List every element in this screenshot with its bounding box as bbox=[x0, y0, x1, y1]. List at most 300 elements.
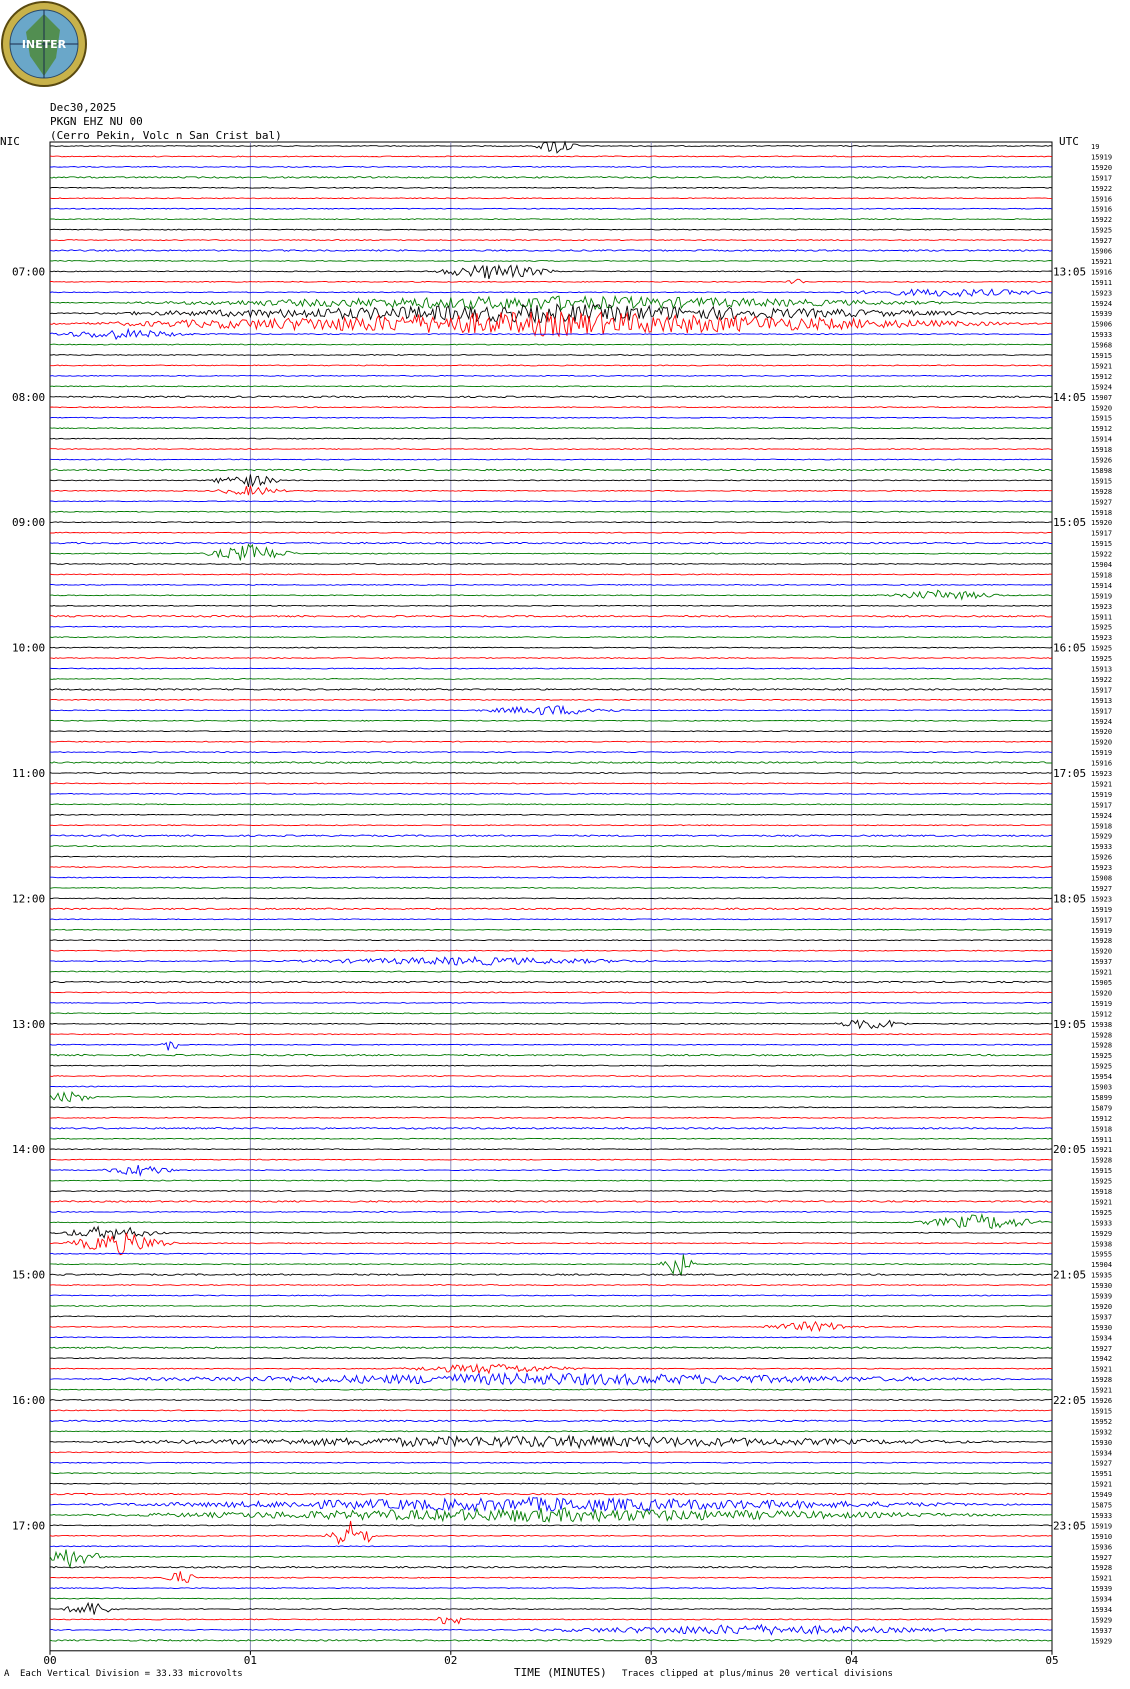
trace-value-label: 15918 bbox=[1091, 1125, 1113, 1134]
trace-value-label: 15919 bbox=[1091, 999, 1113, 1008]
trace-value-label: 15915 bbox=[1091, 414, 1113, 423]
trace-line bbox=[50, 919, 1052, 920]
trace-line bbox=[50, 605, 1052, 606]
scale-value: 33.33 microvolts bbox=[156, 1669, 243, 1679]
trace-line bbox=[50, 1420, 1052, 1421]
trace-value-label: 15927 bbox=[1091, 1459, 1113, 1468]
trace-value-label: 15928 bbox=[1091, 937, 1113, 946]
trace-value-label: 15921 bbox=[1091, 1365, 1113, 1374]
trace-line bbox=[50, 1546, 1052, 1547]
trace-value-label: 15879 bbox=[1091, 1104, 1113, 1113]
right-time-label: 19:05 bbox=[1053, 1017, 1087, 1031]
trace-value-label: 15925 bbox=[1091, 1062, 1113, 1071]
trace-line bbox=[50, 229, 1052, 230]
trace-line bbox=[50, 396, 1052, 397]
trace-line bbox=[50, 1525, 1052, 1526]
trace-value-label: 15935 bbox=[1091, 1271, 1113, 1280]
right-time-label: 16:05 bbox=[1053, 641, 1087, 655]
trace-value-label: 15917 bbox=[1091, 707, 1113, 716]
trace-line bbox=[50, 773, 1052, 774]
logo-text: INETER bbox=[21, 38, 67, 51]
trace-line bbox=[50, 355, 1052, 356]
trace-line bbox=[50, 1212, 1052, 1213]
trace-line bbox=[50, 296, 1052, 310]
trace-value-label: 15915 bbox=[1091, 540, 1113, 549]
trace-value-label: 15920 bbox=[1091, 519, 1113, 528]
trace-value-label: 15928 bbox=[1091, 1031, 1113, 1040]
trace-value-label: 15934 bbox=[1091, 1595, 1113, 1604]
trace-line bbox=[50, 522, 1052, 523]
trace-value-label: 15928 bbox=[1091, 1156, 1113, 1165]
trace-value-label: 15927 bbox=[1091, 1553, 1113, 1562]
trace-value-label: 15912 bbox=[1091, 1114, 1113, 1123]
trace-line bbox=[50, 957, 1052, 965]
trace-line bbox=[50, 1603, 1052, 1614]
trace-value-label: 15911 bbox=[1091, 1135, 1113, 1144]
right-time-label: 18:05 bbox=[1053, 892, 1087, 906]
right-time-label: 15:05 bbox=[1053, 516, 1087, 530]
trace-value-label: 15925 bbox=[1091, 1208, 1113, 1217]
trace-line bbox=[50, 1473, 1052, 1474]
trace-value-label: 15921 bbox=[1091, 968, 1113, 977]
trace-value-label: 15912 bbox=[1091, 1010, 1113, 1019]
left-time-label: 16:00 bbox=[12, 1394, 46, 1407]
right-time-label: 14:05 bbox=[1053, 390, 1087, 404]
trace-line bbox=[50, 376, 1052, 377]
trace-value-label: 15908 bbox=[1091, 874, 1113, 883]
trace-line bbox=[50, 1020, 1052, 1028]
left-time-label: 07:00 bbox=[12, 265, 46, 279]
trace-line bbox=[50, 1117, 1052, 1118]
plot-frame bbox=[50, 142, 1052, 1651]
trace-value-label: 15929 bbox=[1091, 1637, 1113, 1646]
trace-value-label: 15930 bbox=[1091, 1282, 1113, 1291]
trace-value-label: 15939 bbox=[1091, 1292, 1113, 1301]
trace-line bbox=[50, 417, 1052, 418]
trace-line bbox=[50, 1550, 1052, 1568]
trace-value-label: 15921 bbox=[1091, 1386, 1113, 1395]
trace-line bbox=[50, 783, 1052, 784]
trace-value-label: 15913 bbox=[1091, 665, 1113, 674]
trace-line bbox=[50, 1065, 1052, 1066]
trace-value-label: 15933 bbox=[1091, 1511, 1113, 1520]
trace-line bbox=[50, 1598, 1052, 1599]
trace-line bbox=[50, 1640, 1052, 1642]
trace-value-label: 15920 bbox=[1091, 404, 1113, 413]
plot-date: Dec30,2025 bbox=[50, 101, 117, 114]
trace-value-label: 15911 bbox=[1091, 278, 1113, 287]
trace-line bbox=[50, 407, 1052, 408]
trace-line bbox=[50, 668, 1052, 669]
trace-value-label: 15906 bbox=[1091, 247, 1113, 256]
trace-line bbox=[50, 706, 1052, 715]
trace-value-label: 15934 bbox=[1091, 1606, 1113, 1614]
trace-value-label: 15926 bbox=[1091, 853, 1113, 862]
trace-value-label: 15919 bbox=[1091, 592, 1113, 601]
trace-line bbox=[50, 167, 1052, 168]
trace-value-label: 15924 bbox=[1091, 811, 1113, 820]
trace-line bbox=[50, 637, 1052, 638]
trace-line bbox=[50, 679, 1052, 680]
trace-line bbox=[50, 574, 1052, 575]
trace-value-label: 15918 bbox=[1091, 822, 1113, 831]
trace-value-label: 15912 bbox=[1091, 425, 1113, 434]
trace-value-label: 15923 bbox=[1091, 289, 1113, 298]
trace-value-label: 15920 bbox=[1091, 738, 1113, 747]
x-tick-label: 03 bbox=[644, 1653, 658, 1667]
trace-line bbox=[50, 1306, 1052, 1307]
trace-line bbox=[50, 616, 1052, 618]
trace-value-label: 15930 bbox=[1091, 1438, 1113, 1447]
right-time-label: 21:05 bbox=[1053, 1268, 1087, 1282]
right-time-label: 13:05 bbox=[1053, 265, 1087, 279]
trace-line bbox=[50, 1588, 1052, 1589]
trace-line bbox=[50, 689, 1052, 690]
trace-value-label: 15937 bbox=[1091, 1626, 1113, 1635]
x-tick-label: 04 bbox=[844, 1653, 859, 1667]
trace-line bbox=[50, 1233, 1052, 1255]
trace-value-label: 15921 bbox=[1091, 362, 1113, 371]
clip-note: Traces clipped at plus/minus 20 vertical divisions bbox=[622, 1669, 893, 1679]
x-tick-label: 05 bbox=[1045, 1653, 1059, 1667]
x-tick-label: 01 bbox=[243, 1653, 258, 1667]
trace-value-label: 15925 bbox=[1091, 226, 1113, 235]
trace-value-label: 15932 bbox=[1091, 1428, 1113, 1437]
trace-line bbox=[50, 428, 1052, 429]
trace-value-label: 15949 bbox=[1091, 1491, 1113, 1500]
trace-line bbox=[50, 1493, 1052, 1495]
trace-line bbox=[50, 1295, 1052, 1296]
right-time-label: 23:05 bbox=[1053, 1519, 1087, 1533]
trace-line bbox=[50, 486, 1052, 495]
trace-line bbox=[50, 240, 1052, 241]
trace-value-label: 15913 bbox=[1091, 696, 1113, 705]
trace-value-label: 15920 bbox=[1091, 947, 1113, 956]
trace-line bbox=[50, 1013, 1052, 1014]
trace-line bbox=[50, 877, 1052, 878]
trace-line bbox=[50, 329, 1052, 339]
trace-value-label: 15919 bbox=[1091, 926, 1113, 935]
trace-value-label: 15904 bbox=[1091, 1261, 1113, 1270]
trace-line bbox=[50, 804, 1052, 805]
trace-line bbox=[50, 590, 1052, 599]
right-axis-label: UTC bbox=[1059, 135, 1079, 148]
trace-line bbox=[50, 469, 1052, 471]
trace-value-label: 15955 bbox=[1091, 1250, 1113, 1259]
trace-value-label: 15923 bbox=[1091, 895, 1113, 904]
trace-value-label: 15938 bbox=[1091, 1020, 1113, 1029]
trace-value-label: 15927 bbox=[1091, 1344, 1113, 1353]
trace-line bbox=[50, 971, 1052, 972]
trace-value-label: 15939 bbox=[1091, 1585, 1113, 1594]
trace-line bbox=[50, 449, 1052, 450]
trace-line bbox=[50, 177, 1052, 179]
left-time-label: 10:00 bbox=[12, 641, 46, 655]
trace-line bbox=[50, 1567, 1052, 1568]
trace-line bbox=[50, 187, 1052, 188]
trace-line bbox=[50, 1042, 1052, 1051]
left-time-label: 09:00 bbox=[12, 516, 46, 530]
trace-value-label: 15922 bbox=[1091, 216, 1113, 225]
trace-line bbox=[50, 156, 1052, 157]
trace-line bbox=[50, 762, 1052, 764]
trace-value-label: 15911 bbox=[1091, 613, 1113, 622]
trace-line bbox=[50, 741, 1052, 742]
trace-line bbox=[50, 1086, 1052, 1087]
trace-value-label: 15912 bbox=[1091, 372, 1113, 381]
trace-line bbox=[50, 279, 1052, 283]
trace-value-label: 15921 bbox=[1091, 780, 1113, 789]
trace-value-label: 15942 bbox=[1091, 1355, 1113, 1364]
trace-line bbox=[50, 545, 1052, 561]
trace-value-label: 15924 bbox=[1091, 299, 1113, 308]
trace-line bbox=[50, 250, 1052, 251]
trace-value-label: 15933 bbox=[1091, 331, 1113, 340]
trace-value-label: 15917 bbox=[1091, 801, 1113, 810]
trace-value-label: 15875 bbox=[1091, 1501, 1113, 1510]
trace-line bbox=[50, 929, 1052, 930]
left-time-label: 17:00 bbox=[12, 1519, 46, 1533]
trace-line bbox=[50, 835, 1052, 836]
trace-line bbox=[50, 1483, 1052, 1484]
left-time-label: 13:00 bbox=[12, 1017, 46, 1031]
trace-line bbox=[50, 1347, 1052, 1349]
trace-line bbox=[50, 1364, 1052, 1373]
trace-value-label: 15927 bbox=[1091, 237, 1113, 246]
trace-line bbox=[50, 1076, 1052, 1077]
trace-value-label: 15925 bbox=[1091, 623, 1113, 632]
trace-value-label: 15899 bbox=[1091, 1093, 1113, 1102]
trace-value-label: 19 bbox=[1091, 143, 1100, 151]
trace-line bbox=[50, 1215, 1052, 1229]
trace-line bbox=[50, 142, 1052, 153]
trace-line bbox=[50, 1253, 1052, 1254]
trace-value-label: 15922 bbox=[1091, 550, 1113, 559]
trace-line bbox=[50, 585, 1052, 586]
trace-line bbox=[50, 794, 1052, 795]
trace-line bbox=[50, 731, 1052, 732]
trace-line bbox=[50, 474, 1052, 487]
trace-value-label: 15921 bbox=[1091, 1574, 1113, 1583]
trace-value-label: 15906 bbox=[1091, 320, 1113, 329]
trace-value-label: 15910 bbox=[1091, 1532, 1113, 1541]
trace-line bbox=[50, 542, 1052, 543]
trace-value-label: 15903 bbox=[1091, 1083, 1113, 1092]
trace-line bbox=[50, 814, 1052, 815]
left-time-label: 14:00 bbox=[12, 1143, 46, 1157]
trace-line bbox=[50, 908, 1052, 910]
trace-value-label: 15919 bbox=[1091, 905, 1113, 914]
trace-value-label: 15921 bbox=[1091, 1146, 1113, 1155]
trace-value-label: 15925 bbox=[1091, 1052, 1113, 1061]
trace-value-label: 15928 bbox=[1091, 1564, 1113, 1573]
trace-value-label: 15915 bbox=[1091, 1407, 1113, 1416]
trace-value-label: 15930 bbox=[1091, 1323, 1113, 1332]
trace-line bbox=[50, 344, 1052, 345]
station-location: (Cerro Pekin, Volc n San Crist bal) bbox=[50, 129, 282, 142]
trace-value-label: 15929 bbox=[1091, 1229, 1113, 1238]
trace-value-label: 15921 bbox=[1091, 1480, 1113, 1489]
trace-line bbox=[50, 1092, 1052, 1102]
trace-value-label: 15921 bbox=[1091, 1198, 1113, 1207]
trace-line bbox=[50, 208, 1052, 209]
trace-line bbox=[50, 1227, 1052, 1240]
trace-value-label: 15923 bbox=[1091, 602, 1113, 611]
trace-value-label: 15898 bbox=[1091, 466, 1113, 475]
trace-value-label: 15920 bbox=[1091, 1302, 1113, 1311]
trace-line bbox=[50, 386, 1052, 387]
trace-line bbox=[50, 752, 1052, 753]
trace-value-label: 15933 bbox=[1091, 1219, 1113, 1228]
trace-value-label: 15934 bbox=[1091, 1334, 1113, 1343]
trace-value-label: 15922 bbox=[1091, 675, 1113, 684]
trace-value-label: 15916 bbox=[1091, 195, 1113, 204]
trace-line bbox=[50, 1316, 1052, 1317]
trace-value-label: 15937 bbox=[1091, 1313, 1113, 1322]
trace-line bbox=[50, 365, 1052, 366]
trace-value-label: 15917 bbox=[1091, 916, 1113, 925]
trace-line bbox=[50, 1034, 1052, 1035]
trace-value-label: 15951 bbox=[1091, 1470, 1113, 1479]
trace-value-label: 15916 bbox=[1091, 268, 1113, 277]
trace-line bbox=[50, 1285, 1052, 1286]
trace-value-label: 15968 bbox=[1091, 341, 1113, 350]
trace-line bbox=[50, 1462, 1052, 1463]
trace-value-label: 15914 bbox=[1091, 435, 1113, 444]
trace-line bbox=[50, 198, 1052, 199]
trace-line bbox=[50, 940, 1052, 941]
trace-value-label: 15920 bbox=[1091, 163, 1113, 172]
left-time-label: 15:00 bbox=[12, 1268, 46, 1282]
trace-value-label: 15918 bbox=[1091, 508, 1113, 517]
trace-value-label: 15914 bbox=[1091, 581, 1113, 590]
trace-line bbox=[50, 1255, 1052, 1276]
trace-line bbox=[50, 1107, 1052, 1108]
trace-value-label: 15928 bbox=[1091, 1376, 1113, 1385]
trace-value-label: 15915 bbox=[1091, 1167, 1113, 1176]
trace-value-label: 15918 bbox=[1091, 571, 1113, 580]
trace-line bbox=[50, 1191, 1052, 1192]
trace-line bbox=[50, 1128, 1052, 1129]
trace-value-label: 15937 bbox=[1091, 958, 1113, 967]
trace-value-label: 15925 bbox=[1091, 644, 1113, 653]
trace-line bbox=[50, 1431, 1052, 1432]
trace-value-label: 15919 bbox=[1091, 1522, 1113, 1531]
trace-line bbox=[50, 1373, 1052, 1385]
trace-line bbox=[50, 1521, 1052, 1544]
left-axis-label: NIC bbox=[0, 135, 20, 148]
trace-value-label: 15919 bbox=[1091, 153, 1113, 162]
trace-value-label: 15925 bbox=[1091, 655, 1113, 664]
trace-line bbox=[50, 950, 1052, 951]
trace-line bbox=[50, 261, 1052, 262]
trace-line bbox=[50, 1498, 1052, 1512]
trace-value-label: 15907 bbox=[1091, 393, 1113, 402]
trace-value-label: 15952 bbox=[1091, 1417, 1113, 1426]
x-tick-label: 02 bbox=[444, 1653, 458, 1667]
station-code: PKGN EHZ NU 00 bbox=[50, 115, 143, 128]
trace-line bbox=[50, 1452, 1052, 1453]
trace-value-label: 15919 bbox=[1091, 749, 1113, 758]
left-time-label: 11:00 bbox=[12, 767, 46, 780]
trace-value-label: 15927 bbox=[1091, 498, 1113, 507]
trace-value-label: 15936 bbox=[1091, 1543, 1113, 1552]
trace-line bbox=[50, 647, 1052, 648]
trace-line bbox=[50, 501, 1052, 502]
trace-value-label: 15934 bbox=[1091, 1449, 1113, 1458]
trace-value-label: 15925 bbox=[1091, 1177, 1113, 1186]
right-time-label: 22:05 bbox=[1053, 1394, 1087, 1407]
trace-line bbox=[50, 1337, 1052, 1338]
trace-value-label: 15918 bbox=[1091, 446, 1113, 455]
trace-line bbox=[50, 626, 1052, 627]
trace-value-label: 15916 bbox=[1091, 205, 1113, 214]
trace-line bbox=[50, 720, 1052, 721]
trace-line bbox=[50, 289, 1052, 296]
trace-value-label: 15920 bbox=[1091, 989, 1113, 998]
trace-line bbox=[50, 1617, 1052, 1624]
trace-value-label: 15923 bbox=[1091, 634, 1113, 643]
scale-label: Each Vertical Division = bbox=[20, 1669, 151, 1679]
x-axis-title: TIME (MINUTES) bbox=[514, 1666, 607, 1679]
trace-line bbox=[50, 898, 1052, 899]
trace-line bbox=[50, 1274, 1052, 1275]
trace-line bbox=[50, 1400, 1052, 1401]
trace-value-label: 15927 bbox=[1091, 884, 1113, 893]
trace-line bbox=[50, 1003, 1052, 1004]
trace-value-label: 15939 bbox=[1091, 310, 1113, 319]
trace-line bbox=[50, 1149, 1052, 1150]
trace-value-label: 15923 bbox=[1091, 770, 1113, 778]
trace-value-label: 15926 bbox=[1091, 1397, 1113, 1405]
trace-line bbox=[50, 1389, 1052, 1390]
trace-line bbox=[50, 1201, 1052, 1203]
trace-value-label: 15924 bbox=[1091, 717, 1113, 726]
trace-value-label: 15920 bbox=[1091, 728, 1113, 737]
trace-value-label: 15929 bbox=[1091, 832, 1113, 841]
trace-value-label: 15918 bbox=[1091, 1188, 1113, 1196]
trace-line bbox=[50, 511, 1052, 512]
trace-line bbox=[50, 1138, 1052, 1139]
trace-line bbox=[50, 1180, 1052, 1181]
trace-line bbox=[50, 1165, 1052, 1175]
trace-line bbox=[50, 1358, 1052, 1359]
trace-line bbox=[50, 266, 1052, 279]
trace-value-label: 15917 bbox=[1091, 174, 1113, 183]
trace-line bbox=[50, 1625, 1052, 1635]
trace-line bbox=[50, 532, 1052, 533]
trace-line bbox=[50, 1410, 1052, 1411]
trace-line bbox=[50, 699, 1052, 700]
trace-value-label: 15917 bbox=[1091, 529, 1113, 538]
trace-line bbox=[50, 1054, 1052, 1056]
trace-value-label: 15923 bbox=[1091, 864, 1113, 873]
trace-value-label: 15915 bbox=[1091, 477, 1113, 486]
left-time-label: 12:00 bbox=[12, 892, 46, 906]
trace-line bbox=[50, 867, 1052, 868]
trace-line bbox=[50, 846, 1052, 847]
trace-line bbox=[50, 992, 1052, 993]
trace-value-label: 15921 bbox=[1091, 257, 1113, 266]
right-time-label: 20:05 bbox=[1053, 1143, 1087, 1157]
trace-line bbox=[50, 658, 1052, 659]
trace-value-label: 15919 bbox=[1091, 790, 1113, 799]
trace-value-label: 15929 bbox=[1091, 1616, 1113, 1625]
trace-value-label: 15922 bbox=[1091, 184, 1113, 193]
trace-line bbox=[50, 825, 1052, 826]
trace-value-label: 15905 bbox=[1091, 979, 1113, 987]
trace-line bbox=[50, 981, 1052, 982]
